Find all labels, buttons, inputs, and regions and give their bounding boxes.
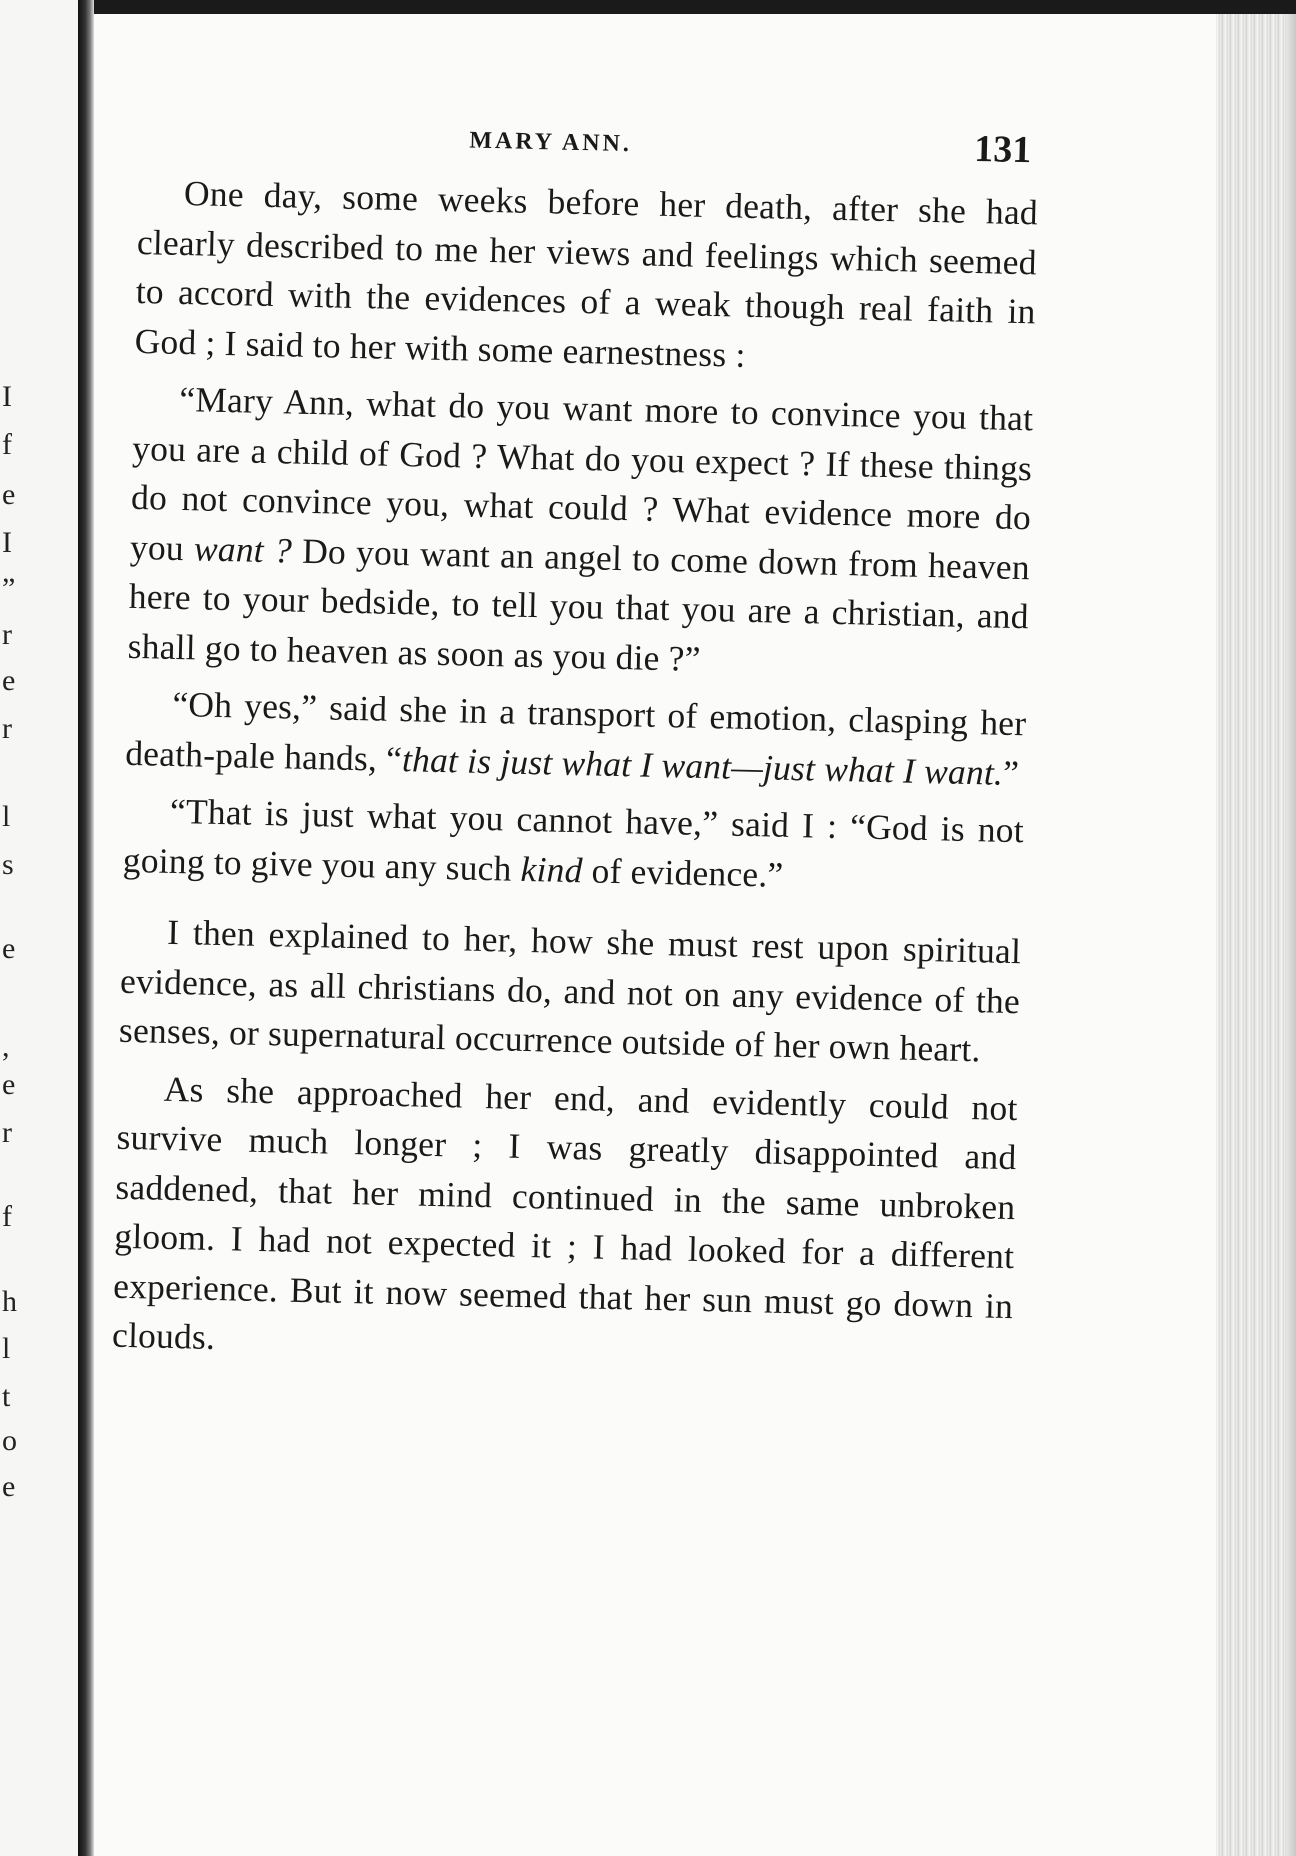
running-head-title: MARY ANN. (469, 127, 633, 158)
margin-fragment: l (2, 1332, 11, 1365)
paragraph-text: Do you want an angel to come down from heaven here to your bedside, to tell you that you are a christian, and shall go to heaven as soon as you die ?” (127, 530, 1031, 679)
margin-fragment: e (2, 1470, 16, 1503)
margin-fragment: l (2, 800, 11, 833)
paragraph-text: “Oh yes,” said she in a transport of emotion, clasping her death-pale hands, “ (124, 683, 1027, 779)
book-gutter (78, 0, 94, 1856)
paragraph: As she approached her end, and evidently could not survive much longer ; I was greatly disappointed and saddened, that her mind continued in the same unbroken gloom. I had not expected it ; I had looked for a different experience. But it now seemed that her sun must go down in clouds. (111, 1068, 1018, 1358)
margin-fragment: e (2, 478, 16, 511)
margin-fragment: f (2, 1200, 12, 1233)
paragraph-text: ” (1002, 752, 1020, 793)
margin-fragment: I (2, 380, 12, 413)
page-number: 131 (973, 127, 1032, 172)
margin-fragment: t (2, 1380, 11, 1413)
margin-fragment: f (2, 428, 12, 461)
paragraph (127, 374, 1034, 691)
margin-fragment: , (2, 1030, 10, 1063)
margin-fragment: e (2, 1068, 16, 1101)
margin-fragment: ” (2, 572, 16, 605)
page-content (111, 108, 1039, 1389)
page-stack-edges (1216, 14, 1296, 1856)
body-text (112, 168, 1039, 1381)
margin-fragment: r (2, 712, 12, 745)
margin-fragment: h (2, 1285, 17, 1318)
top-shadow (0, 0, 1296, 14)
paragraph-text: “Mary Ann, what do you want more to convince you that you are a child of God ? What do you expect ? If these things do not convince you, what could ? What evidence more do you (129, 378, 1034, 568)
paragraph: I then explained to her, how she must rest upon spiritual evidence, as all christians do, and not on any evidence of the senses, or supernatural occurrence outside of her own heart. (118, 911, 1022, 1070)
margin-fragment: r (2, 1116, 12, 1149)
italic-emphasis: want ? (193, 527, 293, 571)
margin-fragment: I (2, 526, 12, 559)
margin-fragment: o (2, 1424, 17, 1457)
paragraph-text: “That is just what you cannot have,” said I : “God is not going to give you any such (122, 790, 1025, 889)
previous-page-edge (0, 0, 78, 1856)
italic-emphasis: kind (520, 848, 584, 890)
margin-fragment: s (2, 848, 14, 881)
italic-emphasis: that is just what I want—just what I want. (401, 738, 1004, 793)
paragraph: One day, some weeks before her death, after she had clearly described to me her views and feelings which seemed to accord with the evidences of a weak though real faith in God ; I said to her with some earnestness : (134, 173, 1039, 375)
previous-page-text-fragments (0, 0, 20, 1856)
margin-fragment: e (2, 664, 16, 697)
margin-fragment: e (2, 932, 16, 965)
paragraph (122, 786, 1024, 905)
paragraph-text: of evidence.” (582, 849, 784, 895)
paragraph (125, 679, 1027, 798)
margin-fragment: r (2, 618, 12, 651)
